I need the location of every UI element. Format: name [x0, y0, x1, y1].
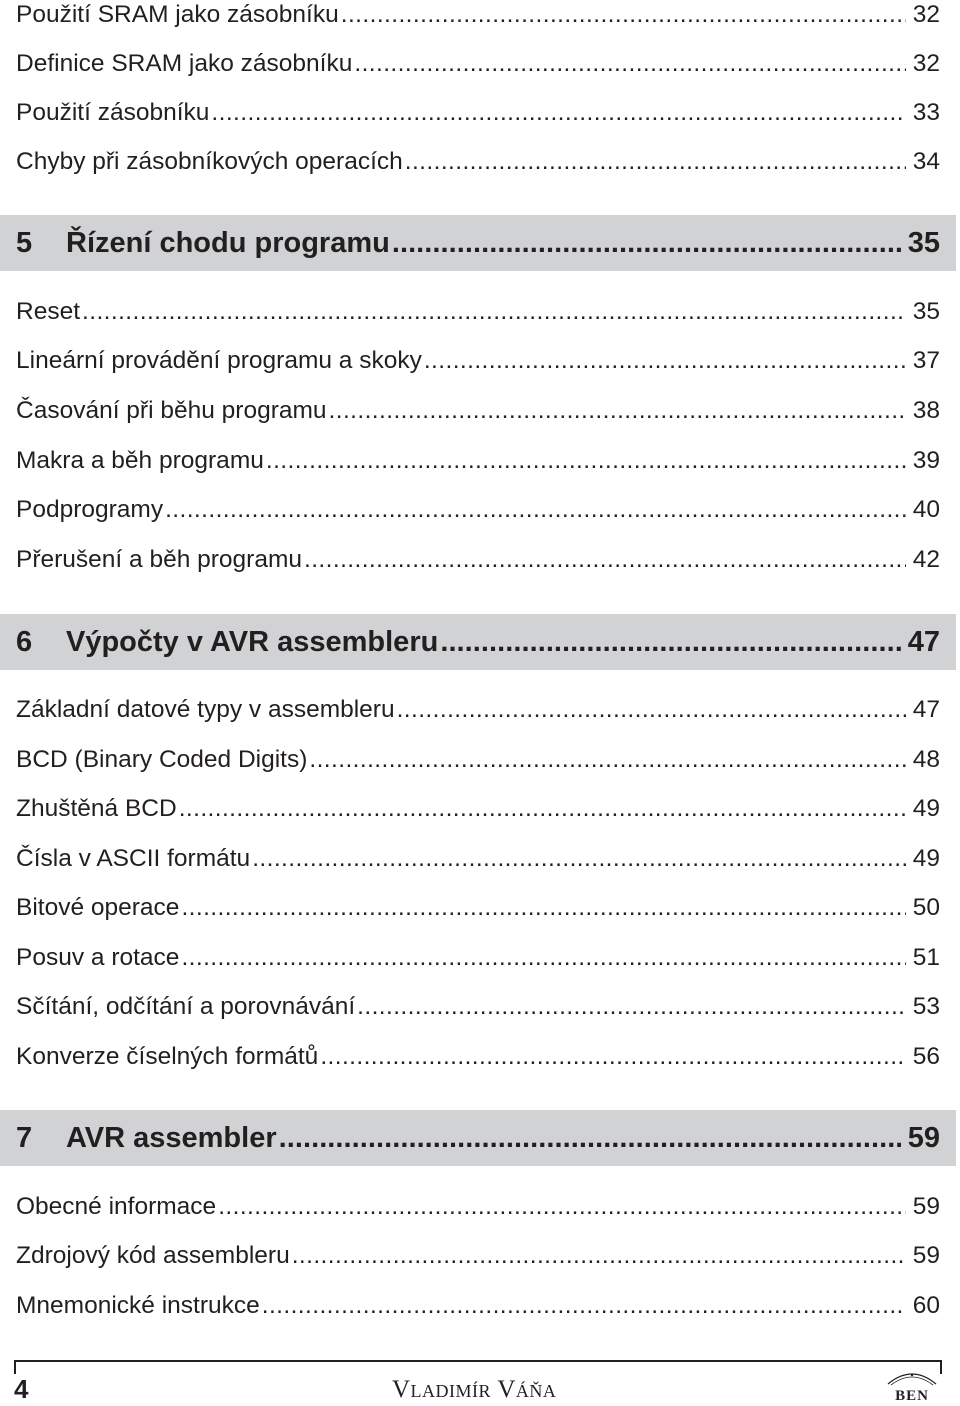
toc-entry[interactable] — [16, 745, 940, 775]
dot-leader — [405, 147, 906, 177]
toc-entry-page: 42 — [912, 546, 940, 573]
toc-entry[interactable] — [16, 844, 940, 874]
dot-leader — [179, 794, 906, 824]
toc-entry-page: 59 — [912, 1242, 940, 1269]
chapter-page: 59 — [907, 1122, 940, 1154]
toc-entry-page: 47 — [912, 696, 940, 723]
toc-entry[interactable] — [16, 1241, 940, 1271]
toc-entry-page: 56 — [912, 1043, 940, 1070]
toc-entry-title: Posuv a rotace — [16, 944, 180, 971]
toc-entry[interactable] — [16, 992, 940, 1022]
toc-entry[interactable] — [16, 794, 940, 824]
toc-entry-title: Zdrojový kód assembleru — [16, 1242, 290, 1269]
dot-leader — [354, 49, 905, 79]
toc-entry[interactable] — [16, 396, 940, 426]
svg-text:BEN: BEN — [895, 1388, 929, 1404]
toc-entry[interactable] — [16, 1291, 940, 1321]
toc-entry-page: 34 — [912, 148, 940, 175]
dot-leader — [218, 1192, 906, 1222]
chapter-number: 6 — [16, 626, 33, 658]
toc-entry-title: Použití SRAM jako zásobníku — [16, 1, 339, 28]
toc-entry[interactable] — [16, 943, 940, 973]
toc-entry-title: Čísla v ASCII formátu — [16, 845, 251, 872]
toc-entry-title: Použití zásobníku — [16, 99, 210, 126]
dot-leader — [304, 545, 906, 575]
toc-entry[interactable] — [16, 446, 940, 476]
toc-entry[interactable] — [16, 1192, 940, 1222]
toc-entry-title: Konverze číselných formátů — [16, 1043, 319, 1070]
dot-leader — [309, 745, 905, 775]
dot-leader — [397, 695, 906, 725]
dot-leader — [262, 1291, 906, 1321]
dot-leader — [181, 943, 905, 973]
toc-entry-page: 60 — [912, 1292, 940, 1319]
toc-entry[interactable] — [16, 98, 940, 128]
toc-entry-page: 49 — [912, 845, 940, 872]
toc-entry-title: Sčítání, odčítání a porovnávání — [16, 993, 356, 1020]
toc-entry-title: Časování při běhu programu — [16, 397, 327, 424]
toc-entry-title: Přerušení a běh programu — [16, 546, 302, 573]
dot-leader — [279, 1110, 901, 1166]
toc-entry[interactable] — [16, 0, 940, 30]
toc-entry-title: Chyby při zásobníkových operacích — [16, 148, 403, 175]
toc-entry-page: 38 — [912, 397, 940, 424]
dot-leader — [181, 893, 905, 923]
toc-entry-page: 32 — [912, 1, 940, 28]
chapter-heading[interactable] — [16, 1110, 940, 1166]
page-number: 4 — [14, 1374, 29, 1404]
toc-entry[interactable] — [16, 893, 940, 923]
toc-entry-page: 53 — [912, 993, 940, 1020]
toc-entry[interactable] — [16, 1042, 940, 1072]
dot-leader — [252, 844, 906, 874]
toc-entry-page: 32 — [912, 50, 940, 77]
toc-entry-page: 50 — [912, 894, 940, 921]
toc-entry[interactable] — [16, 695, 940, 725]
toc-entry-page: 35 — [912, 298, 940, 325]
dot-leader — [211, 98, 905, 128]
toc-entry-title: Bitové operace — [16, 894, 180, 921]
footer-rule — [14, 1360, 942, 1362]
dot-leader — [320, 1042, 905, 1072]
toc-entry-title: Základní datové typy v assembleru — [16, 696, 395, 723]
toc-entry[interactable] — [16, 49, 940, 79]
chapter-title: Výpočty v AVR assembleru — [66, 626, 439, 658]
toc-entry-page: 51 — [912, 944, 940, 971]
toc-entry[interactable] — [16, 297, 940, 327]
toc-entry[interactable] — [16, 545, 940, 575]
dot-leader — [82, 297, 906, 327]
chapter-page: 47 — [907, 626, 940, 658]
toc-entry-title: Lineární provádění programu a skoky — [16, 347, 422, 374]
chapter-number: 5 — [16, 227, 33, 259]
toc-entry-title: Makra a běh programu — [16, 447, 264, 474]
toc-entry-page: 59 — [912, 1193, 940, 1220]
chapter-heading[interactable] — [16, 614, 940, 670]
chapter-title: Řízení chodu programu — [66, 227, 390, 259]
dot-leader — [165, 495, 906, 525]
chapter-heading[interactable] — [16, 215, 940, 271]
toc-entry-page: 48 — [912, 746, 940, 773]
toc-entry-page: 37 — [912, 347, 940, 374]
dot-leader — [329, 396, 906, 426]
dot-leader — [440, 614, 900, 670]
footer-rule-tick-left — [14, 1360, 16, 1374]
toc-entry-title: Podprogramy — [16, 496, 164, 523]
toc-entry-page: 40 — [912, 496, 940, 523]
dot-leader — [292, 1241, 906, 1271]
toc-entry-title: BCD (Binary Coded Digits) — [16, 746, 308, 773]
toc-entry-page: 49 — [912, 795, 940, 822]
dot-leader — [392, 215, 901, 271]
toc-entry[interactable] — [16, 147, 940, 177]
toc-entry[interactable] — [16, 346, 940, 376]
toc-entry-title: Mnemonické instrukce — [16, 1292, 260, 1319]
ben-publisher-logo-icon — [882, 1368, 942, 1404]
author-name: Vladimír Váňa — [392, 1376, 557, 1403]
chapter-number: 7 — [16, 1122, 33, 1154]
chapter-page: 35 — [907, 227, 940, 259]
dot-leader — [266, 446, 906, 476]
toc-entry[interactable] — [16, 495, 940, 525]
toc-entry-page: 39 — [912, 447, 940, 474]
dot-leader — [341, 0, 906, 30]
dot-leader — [424, 346, 906, 376]
toc-entry-title: Zhuštěná BCD — [16, 795, 177, 822]
toc-entry-page: 33 — [912, 99, 940, 126]
toc-entry-title: Definice SRAM jako zásobníku — [16, 50, 353, 77]
dot-leader — [357, 992, 906, 1022]
chapter-title: AVR assembler — [66, 1122, 277, 1154]
toc-entry-title: Reset — [16, 298, 81, 325]
toc-entry-title: Obecné informace — [16, 1193, 217, 1220]
